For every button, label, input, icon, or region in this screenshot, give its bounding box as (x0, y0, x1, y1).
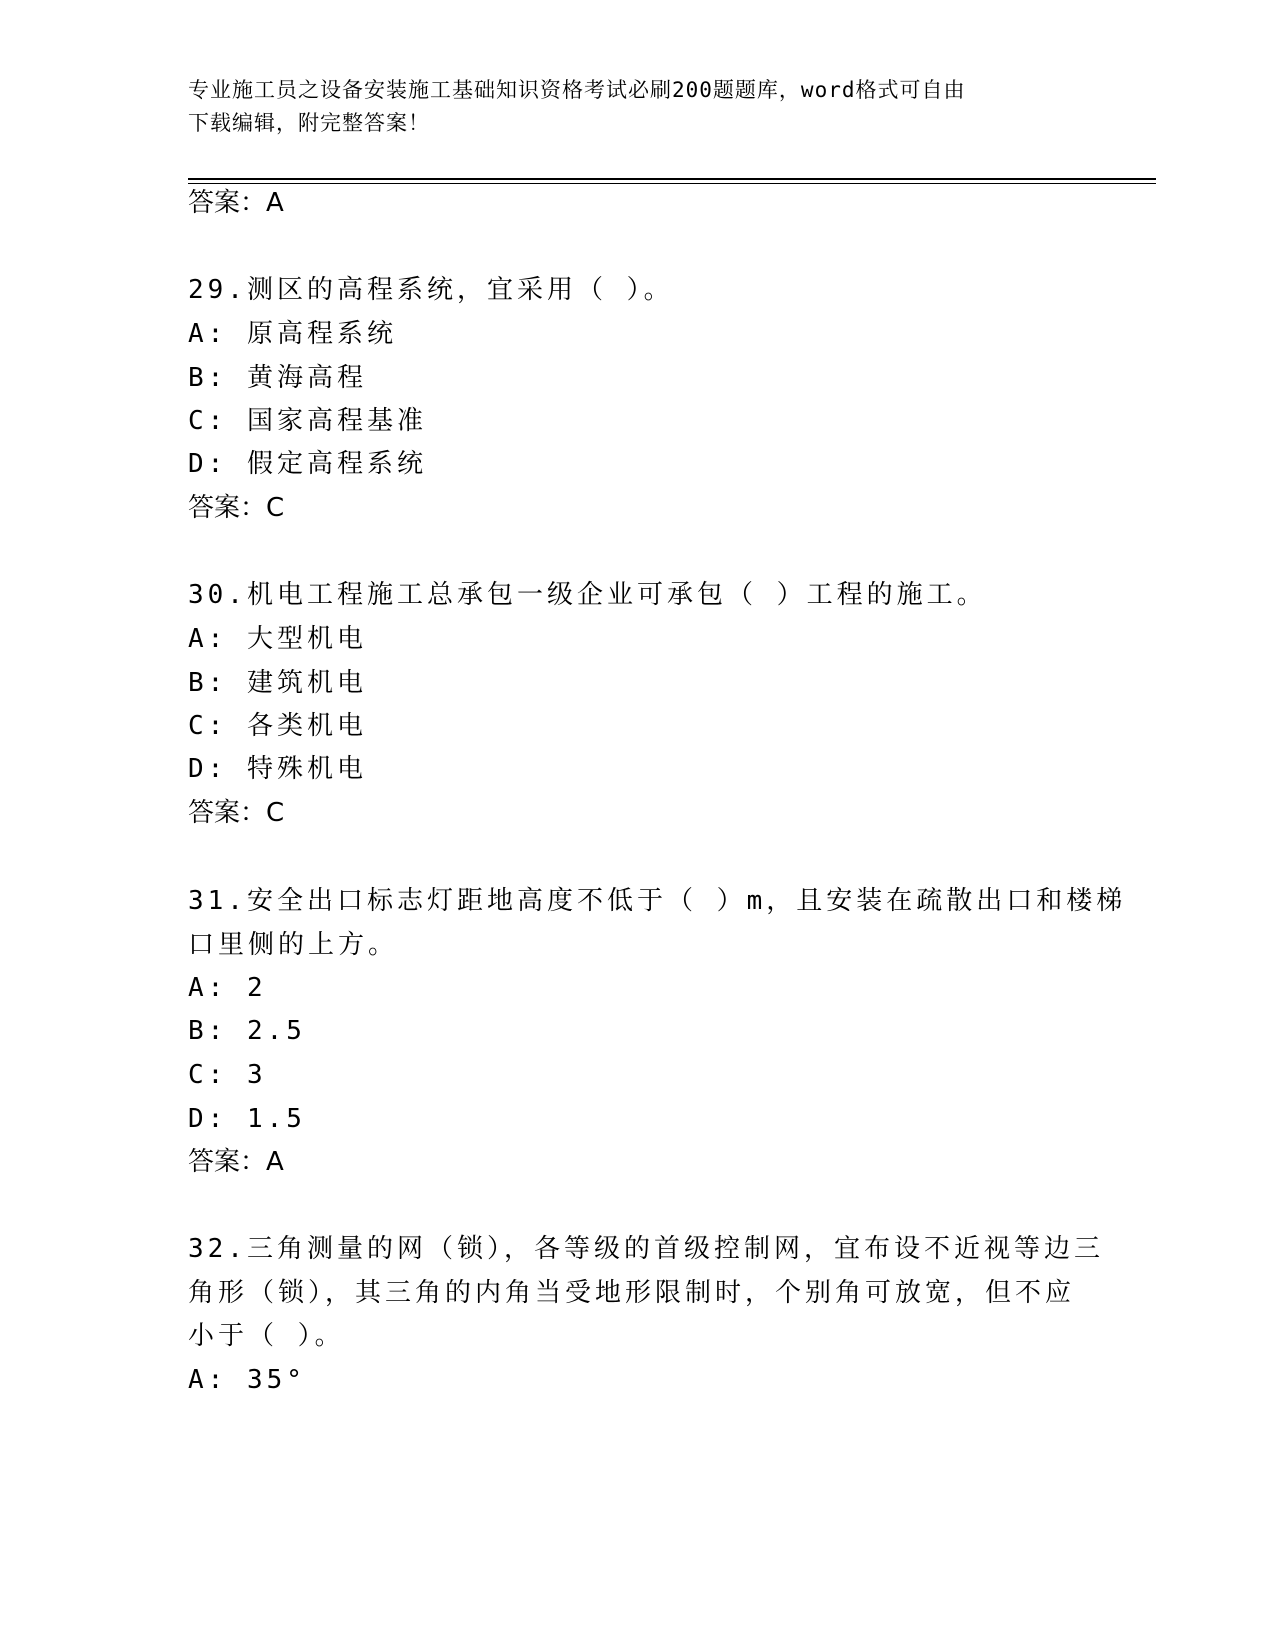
question-stem: 31.安全出口标志灯距地高度不低于（ ）m，且安装在疏散出口和楼梯 (188, 886, 1127, 916)
answer-line: 答案：C (188, 798, 285, 828)
answer-line: 答案：A (188, 188, 284, 218)
option-c: C: 各类机电 (188, 711, 367, 741)
question-stem-continued: 小于（ ）。 (188, 1321, 345, 1351)
header-divider-thin (188, 183, 1156, 184)
option-a: A: 大型机电 (188, 624, 367, 654)
answer-line: 答案：A (188, 1147, 284, 1177)
question-stem-continued: 角形（锁），其三角的内角当受地形限制时，个别角可放宽，但不应 (188, 1278, 1076, 1308)
option-b: B: 黄海高程 (188, 363, 367, 393)
option-b: B: 2.5 (188, 1016, 306, 1046)
option-a: A: 2 (188, 973, 267, 1003)
question-stem: 30.机电工程施工总承包一级企业可承包（ ）工程的施工。 (188, 580, 987, 610)
question-stem: 29.测区的高程系统，宜采用（ ）。 (188, 275, 674, 305)
option-b: B: 建筑机电 (188, 668, 367, 698)
option-a: A: 35° (188, 1365, 306, 1395)
option-d: D: 特殊机电 (188, 754, 367, 784)
option-c: C: 3 (188, 1060, 267, 1090)
option-a: A: 原高程系统 (188, 319, 397, 349)
header-line-1: 专业施工员之设备安装施工基础知识资格考试必刷200题题库，word格式可自由 (188, 78, 966, 102)
document-header (188, 74, 1088, 140)
header-line-2: 下载编辑，附完整答案！ (188, 111, 430, 135)
option-c: C: 国家高程基准 (188, 406, 427, 436)
question-stem: 32.三角测量的网（锁），各等级的首级控制网，宜布设不近视等边三 (188, 1234, 1104, 1264)
answer-line: 答案：C (188, 493, 285, 523)
header-divider-thick (188, 178, 1156, 180)
option-d: D: 1.5 (188, 1104, 306, 1134)
option-d: D: 假定高程系统 (188, 449, 427, 479)
question-stem-continued: 口里侧的上方。 (188, 930, 399, 960)
